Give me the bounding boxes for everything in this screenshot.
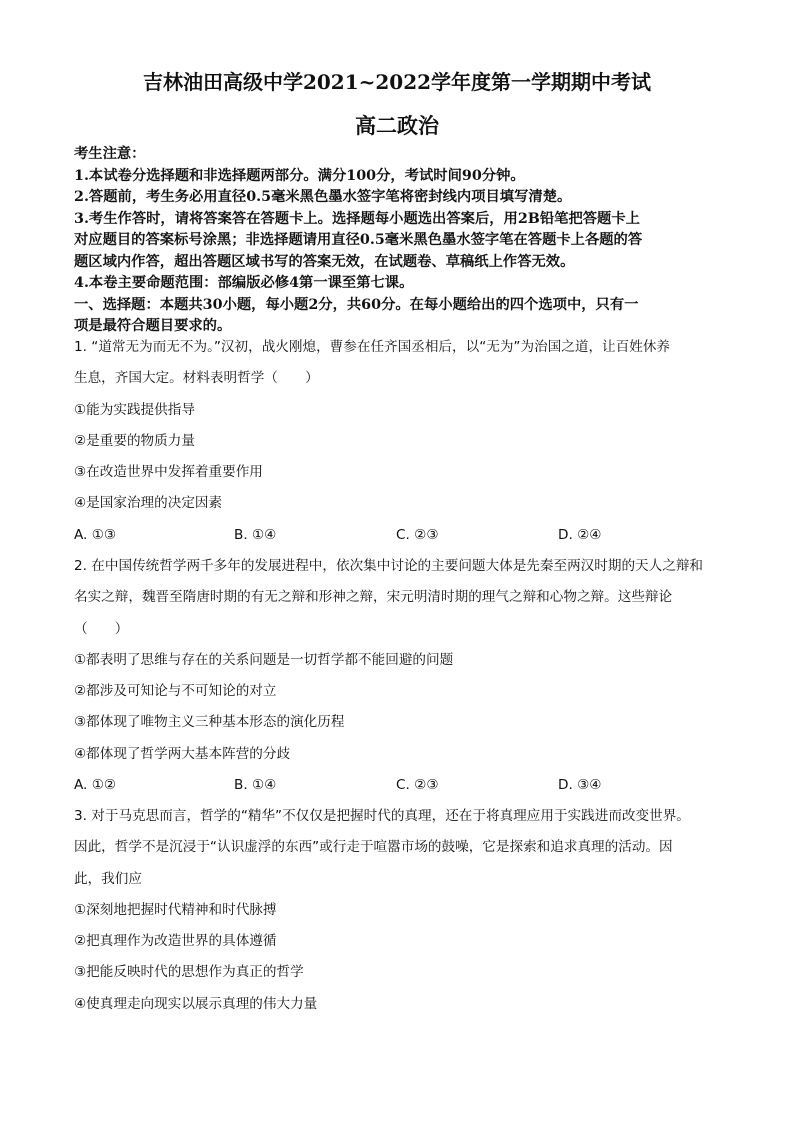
- question-stem: 此，我们应: [74, 870, 142, 887]
- question-stem: 3. 对于马克思而言，哲学的“精华”不仅仅是把握时代的真理，还在于将真理应用于实践进而改变世界。: [74, 808, 690, 824]
- answer-options: [74, 770, 724, 801]
- option-c: C. ②③: [396, 777, 439, 794]
- option-b: B. ①④: [234, 777, 277, 794]
- exam-subject: 高二政治: [355, 113, 439, 138]
- notice-line: 4.本卷主要命题范围：部编版必修4第一课至第七课。: [74, 275, 414, 291]
- statement-item: ③都体现了唯物主义三种基本形态的演化历程: [74, 714, 345, 731]
- option-d: D. ③④: [558, 777, 602, 794]
- question-stem: 名实之辩，魏晋至隋唐时期的有无之辩和形神之辩，宋元明清时期的理气之辩和心物之辩。这些辩论: [74, 589, 673, 606]
- statement-item: ①能为实践提供指导: [74, 401, 195, 418]
- option-a: A. ①②: [74, 777, 117, 794]
- statement-item: ①深刻地把握时代精神和时代脉搏: [74, 901, 277, 918]
- notice-line: 题区域内作答，超出答题区域书写的答案无效，在试题卷、草稿纸上作答无效。: [74, 253, 575, 270]
- statement-item: ④都体现了哲学两大基本阵营的分歧: [74, 745, 291, 762]
- statement-item: ①都表明了思维与存在的关系问题是一切哲学都不能回避的问题: [74, 651, 454, 668]
- notice-heading: 考生注意：: [74, 146, 146, 162]
- question-2: [74, 551, 724, 801]
- notice-line: 对应题目的答案标号涂黑；非选择题请用直径0.5毫米黑色墨水签字笔在答题卡上各题的答: [74, 232, 643, 248]
- question-stem: 2. 在中国传统哲学两千多年的发展进程中，依次集中讨论的主要问题大体是先秦至两汉时期的天人之辩和: [74, 558, 704, 574]
- statement-item: ④是国家治理的决定因素: [74, 495, 223, 512]
- notice-line: 1.本试卷分选择题和非选择题两部分。满分100分，考试时间90分钟。: [74, 167, 525, 184]
- question-3: [74, 801, 724, 1020]
- statement-item: ③把能反映时代的思想作为真正的哲学: [74, 964, 304, 981]
- notice-line: 3.考生作答时，请将答案答在答题卡上。选择题每小题选出答案后，用2B铅笔把答题卡上: [74, 210, 640, 227]
- answer-options: [74, 520, 724, 551]
- exam-title: 吉林油田高级中学2021~2022学年度第一学期期中考试: [142, 70, 652, 94]
- question-stem: 因此，哲学不是沉浸于“认识虚浮的东西”或行走于喧嚣市场的鼓噪，它是探索和追求真理的活动。因: [74, 839, 673, 856]
- statement-item: ②是重要的物质力量: [74, 432, 195, 449]
- question-stem: 生息，齐国大定。材料表明哲学（ ）: [74, 370, 319, 387]
- notice-line: 2.答题前，考生务必用直径0.5毫米黑色墨水签字笔将密封线内项目填写清楚。: [74, 189, 572, 205]
- statement-item: ④使真理走向现实以展示真理的伟大力量: [74, 995, 318, 1012]
- statement-item: ②把真理作为改造世界的具体遵循: [74, 933, 277, 950]
- section-heading: 项是最符合题目要求的。: [74, 318, 232, 334]
- question-stem: （ ）: [74, 620, 129, 637]
- option-b: B. ①④: [234, 526, 277, 543]
- section-heading: 一、选择题：本题共30小题，每小题2分，共60分。在每小题给出的四个选项中，只有一: [74, 296, 639, 313]
- question-1: [74, 332, 724, 551]
- question-stem: 1. “道常无为而无不为。”汉初，战火刚熄，曹参在任齐国丞相后，以“无为”为治国之道，让百姓休养: [74, 339, 671, 355]
- option-a: A. ①③: [74, 526, 117, 543]
- option-c: C. ②③: [396, 526, 439, 543]
- option-d: D. ②④: [558, 526, 602, 543]
- notice-block: [74, 144, 724, 338]
- statement-item: ③在改造世界中发挥着重要作用: [74, 464, 263, 481]
- statement-item: ②都涉及可知论与不可知论的对立: [74, 683, 277, 700]
